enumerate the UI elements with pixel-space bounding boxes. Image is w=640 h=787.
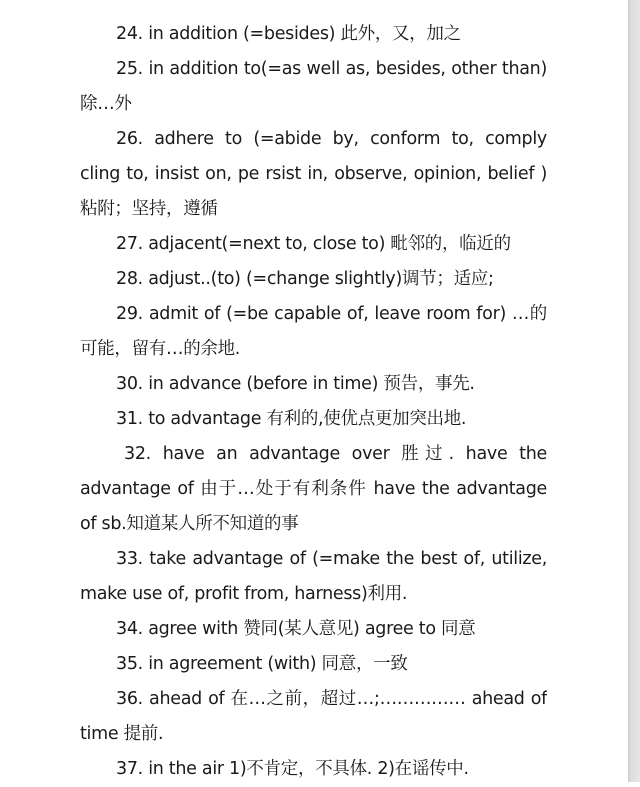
- entry-line: 32. have an advantage over 胜过. have the: [124, 444, 547, 464]
- entry-line: 37. in the air 1)不肯定，不具体. 2)在谣传中.: [116, 759, 469, 779]
- entry-line: 31. to advantage 有利的,使优点更加突出地.: [116, 409, 467, 429]
- entry-line: time 提前.: [80, 724, 164, 744]
- entry-32: [80, 437, 547, 542]
- entry-34: [80, 612, 547, 647]
- entry-31: [80, 402, 547, 437]
- entry-line: 除…外: [80, 94, 132, 114]
- entry-line: of sb.知道某人所不知道的事: [80, 514, 299, 534]
- entry-line: 26. adhere to (=abide by, conform to, comply: [116, 129, 547, 149]
- entry-line: 29. admit of (=be capable of, leave room for) …的: [116, 304, 547, 324]
- entry-25: [80, 52, 547, 122]
- entry-line: 27. adjacent(=next to, close to) 毗邻的，临近的: [116, 234, 511, 254]
- entry-line: 33. take advantage of (=make the best of, utilize,: [116, 549, 547, 569]
- entry-line: 35. in agreement (with) 同意，一致: [116, 654, 408, 674]
- document-page: [80, 17, 547, 787]
- entry-36: [80, 682, 547, 752]
- entry-line: 28. adjust..(to) (=change slightly)调节；适应;: [116, 269, 494, 289]
- entry-27: [80, 227, 547, 262]
- entry-line: advantage of 由于…处于有利条件 have the advantage: [80, 479, 547, 499]
- entry-line: 可能，留有…的余地.: [80, 339, 241, 359]
- entry-33: [80, 542, 547, 612]
- entry-line: 36. ahead of 在…之前，超过…;…………… ahead of: [116, 689, 547, 709]
- entry-line: cling to, insist on, pe rsist in, observe, opinion, belief ): [80, 164, 547, 184]
- entry-line: 粘附；坚持，遵循: [80, 199, 218, 219]
- viewer-scroll-edge: [628, 0, 640, 782]
- entry-28: [80, 262, 547, 297]
- entry-line: 25. in addition to(=as well as, besides, other than): [116, 59, 547, 79]
- entry-24: [80, 17, 547, 52]
- entry-line: 34. agree with 赞同(某人意见) agree to 同意: [116, 619, 476, 639]
- entry-26: [80, 122, 547, 227]
- entry-29: [80, 297, 547, 367]
- entry-line: make use of, profit from, harness)利用.: [80, 584, 408, 604]
- entry-line: 30. in advance (before in time) 预告，事先.: [116, 374, 475, 394]
- entry-30: [80, 367, 547, 402]
- entry-35: [80, 647, 547, 682]
- entry-line: 24. in addition (=besides) 此外，又，加之: [116, 24, 461, 44]
